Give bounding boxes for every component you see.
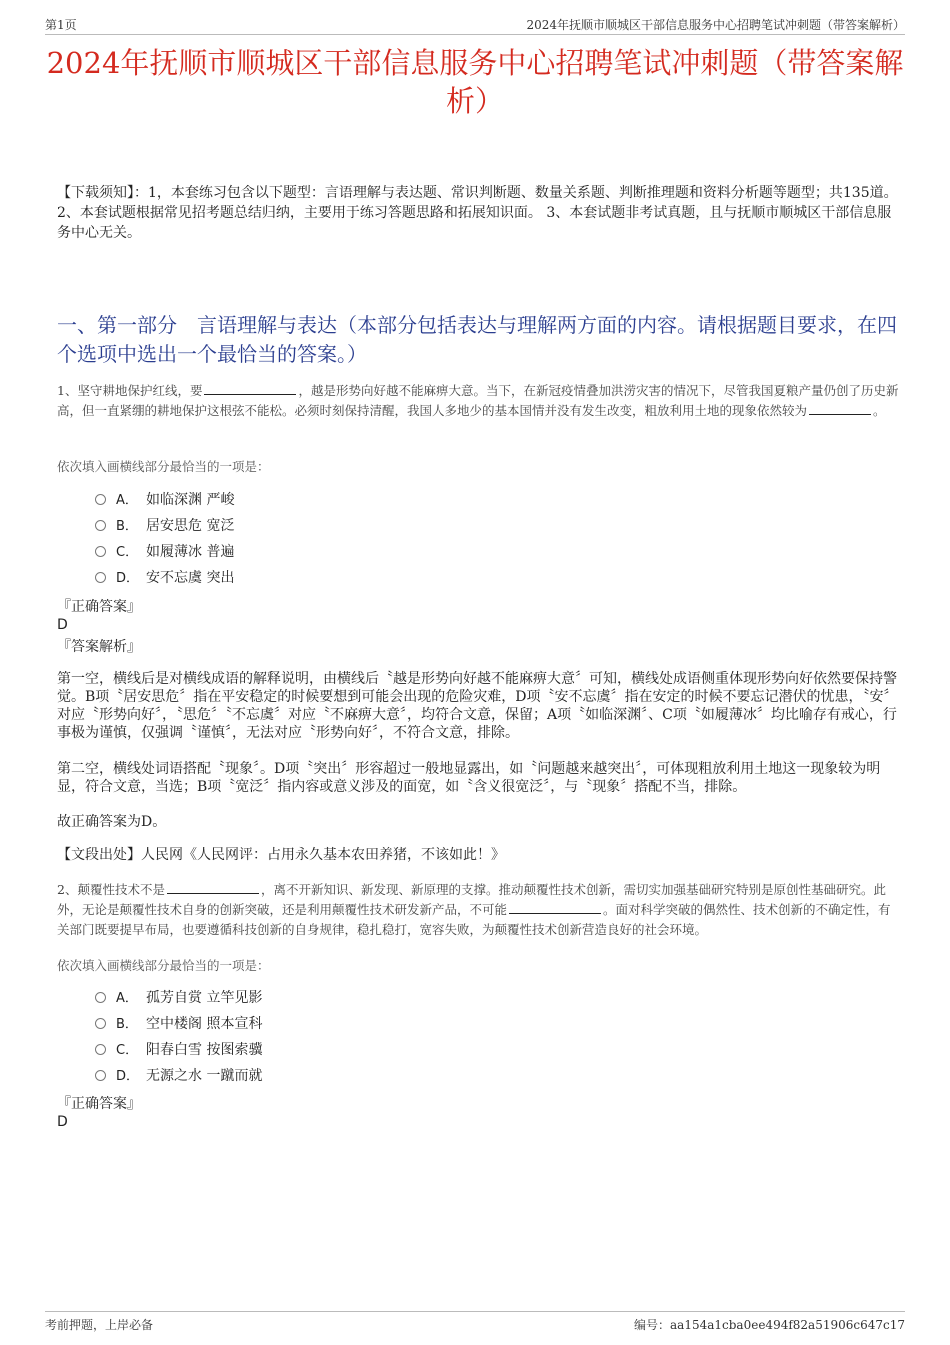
question-2-part-c: 。面对科学突破的偶然性、技术创新的不确定性，有关部门既要提早布局，也要遵循科技创新的自身规律，稳扎稳打，宽容失败，为颠覆性技术创新营造良好的社会环境。 bbox=[57, 902, 891, 937]
question-2-part-a: 2、颠覆性技术不是 bbox=[57, 882, 165, 897]
analysis-conclusion: 故正确答案为D。 bbox=[57, 814, 167, 830]
option-b[interactable] bbox=[95, 1011, 262, 1037]
radio-icon[interactable] bbox=[95, 1070, 106, 1081]
header-doc-title: 2024年抚顺市顺城区干部信息服务中心招聘笔试冲刺题（带答案解析） bbox=[526, 18, 905, 32]
option-text: 安不忘虞 突出 bbox=[146, 570, 235, 586]
option-text: 阳春白雪 按图索骥 bbox=[146, 1042, 263, 1058]
answer-value: D bbox=[57, 617, 68, 633]
option-a[interactable] bbox=[95, 487, 234, 513]
question-2-options bbox=[95, 985, 262, 1089]
section-title: 一、第一部分 言语理解与表达（本部分包括表达与理解两方面的内容。请根据题目要求，在四个选项中选出一个最恰当的答案。） bbox=[57, 313, 897, 366]
option-letter: C． bbox=[116, 545, 139, 560]
analysis-paragraph-2: 第二空，横线处词语搭配〝现象〞。D项〝突出〞形容超过一般地显露出，如〝问题越来越突出〞，可体现粗放利用土地这一现象较为明显，符合文意，当选；B项〝宽泛〞指内容或意义涉及的面宽，如〝含义很宽泛〞，与〝现象〞搭配不当，排除。 bbox=[57, 761, 881, 795]
analysis-paragraph-1: 第一空，横线后是对横线成语的解释说明，由横线后〝越是形势向好越不能麻痹大意〞可知，横线处成语侧重体现形势向好依然要保持警觉。B项〝居安思危〞指在平安稳定的时候要想到可能会出现的危险灾难，D项〝安不忘虞〞指在安定的时候不要忘记潜伏的忧患，〝安〞对应〝形势向好〞，〝思危〞〝不忘虞〞对应〝不麻痹大意〞，均符合文意，保留；A项〝如临深渊〞、C项〝如履薄冰〞均比喻存有戒心，行事极为谨慎，仅强调〝谨慎〞，无法对应〝形势向好〞，不符合文意，排除。 bbox=[57, 671, 898, 741]
page-header bbox=[45, 14, 905, 35]
option-c[interactable] bbox=[95, 1037, 262, 1063]
option-letter: B． bbox=[116, 519, 138, 534]
option-letter: A． bbox=[116, 991, 138, 1006]
option-d[interactable] bbox=[95, 1063, 262, 1089]
question-1-part-b: ，越是形势向好越不能麻痹大意。当下，在新冠疫情叠加洪涝灾害的情况下，尽管我国夏粮产量仍创了历史新高，但一直紧绷的耕地保护这根弦不能松。必须时刻保持清醒，我国人多地少的基本国情并没有发生改变，粗放利用土地的现象依然较为 bbox=[57, 383, 899, 418]
option-text: 孤芳自赏 立竿见影 bbox=[146, 990, 263, 1006]
page-number: 第1页 bbox=[45, 18, 77, 32]
option-letter: C． bbox=[116, 1043, 139, 1058]
radio-icon[interactable] bbox=[95, 572, 106, 583]
option-c[interactable] bbox=[95, 539, 234, 565]
option-text: 如履薄冰 普遍 bbox=[146, 544, 235, 560]
option-text: 如临深渊 严峻 bbox=[146, 492, 235, 508]
option-letter: D． bbox=[116, 571, 140, 586]
radio-icon[interactable] bbox=[95, 1044, 106, 1055]
option-letter: D． bbox=[116, 1069, 140, 1084]
question-1-prompt: 依次填入画横线部分最恰当的一项是： bbox=[57, 459, 270, 474]
radio-icon[interactable] bbox=[95, 546, 106, 557]
option-letter: A． bbox=[116, 493, 138, 508]
download-notice: 【下载须知】：1，本套练习包含以下题型：言语理解与表达题、常识判断题、数量关系题、判断推理题和资料分析题等题型；共135道。 2、本套试题根据常见招考题总结归纳，主要用于练习答题思路和拓展知识面。 3、本套试题非考试真题，且与抚顺市顺城区干部信息服务中心无关。 bbox=[57, 185, 898, 241]
question-1-text bbox=[57, 381, 900, 421]
question-1-blank-2 bbox=[809, 401, 871, 415]
document-title: 2024年抚顺市顺城区干部信息服务中心招聘笔试冲刺题（带答案解析） bbox=[46, 46, 904, 118]
passage-source: 【文段出处】人民网《人民网评：占用永久基本农田养猪，不该如此！》 bbox=[57, 847, 505, 863]
page-footer bbox=[45, 1311, 905, 1332]
footer-serial: 编号：aa154a1cba0ee494f82a51906c647c17 bbox=[634, 1318, 905, 1332]
radio-icon[interactable] bbox=[95, 1018, 106, 1029]
question-2-blank-2 bbox=[509, 900, 601, 914]
footer-slogan: 考前押题，上岸必备 bbox=[45, 1318, 154, 1332]
question-2-blank-1 bbox=[167, 880, 259, 894]
option-a[interactable] bbox=[95, 985, 262, 1011]
analysis-label: 『答案解析』 bbox=[57, 639, 141, 655]
option-text: 居安思危 宽泛 bbox=[146, 518, 235, 534]
option-b[interactable] bbox=[95, 513, 234, 539]
question-1-options bbox=[95, 487, 234, 591]
option-text: 空中楼阁 照本宣科 bbox=[146, 1016, 263, 1032]
question-1-blank-1 bbox=[204, 381, 296, 395]
radio-icon[interactable] bbox=[95, 494, 106, 505]
option-d[interactable] bbox=[95, 565, 234, 591]
question-2-part-b: ，离不开新知识、新发现、新原理的支撑。推动颠覆性技术创新，需切实加强基础研究特别是原创性基础研究。此外，无论是颠覆性技术自身的创新突破，还是利用颠覆性技术研发新产品，不可能 bbox=[57, 882, 886, 917]
question-2-text bbox=[57, 880, 900, 940]
question-1-part-a: 1、坚守耕地保护红线，要 bbox=[57, 383, 203, 398]
answer-label: 『正确答案』 bbox=[57, 1096, 141, 1112]
radio-icon[interactable] bbox=[95, 520, 106, 531]
question-1-part-c: 。 bbox=[873, 403, 886, 418]
answer-value: D bbox=[57, 1114, 68, 1130]
question-2-prompt: 依次填入画横线部分最恰当的一项是： bbox=[57, 958, 270, 973]
radio-icon[interactable] bbox=[95, 992, 106, 1003]
option-letter: B． bbox=[116, 1017, 138, 1032]
option-text: 无源之水 一蹴而就 bbox=[146, 1068, 263, 1084]
answer-label: 『正确答案』 bbox=[57, 599, 141, 615]
